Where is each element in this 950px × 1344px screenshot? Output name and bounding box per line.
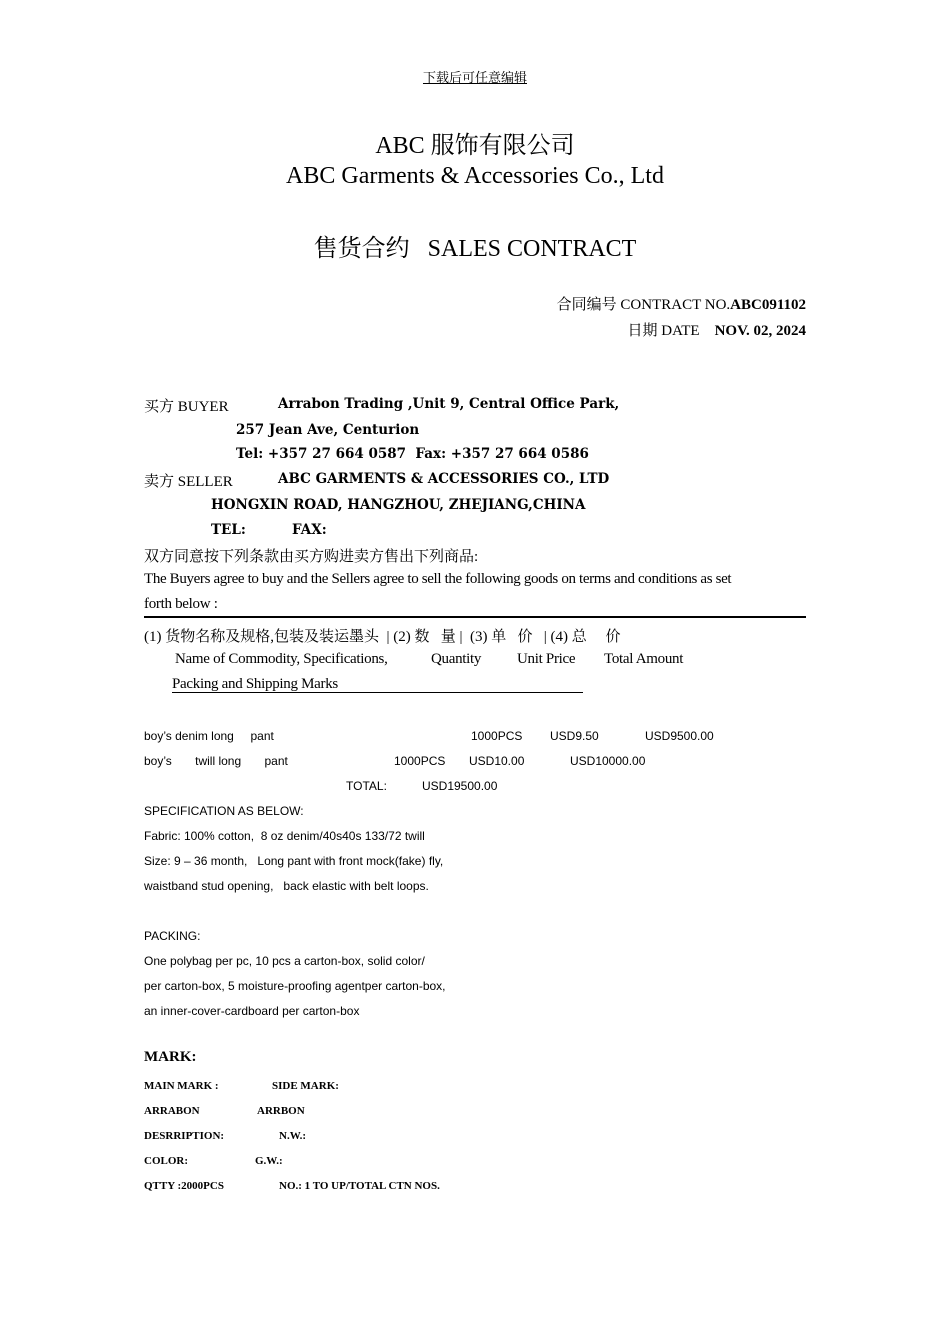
company-name-en: ABC Garments & Accessories Co., Ltd [286, 163, 664, 189]
specification-line: waistband stud opening, back elastic with belt loops. [144, 879, 429, 893]
specification-line: Size: 9 – 36 month, Long pant with front mock(fake) fly, [144, 854, 444, 868]
header-rule [144, 616, 806, 618]
contract-date-label: 日期 DATE [627, 323, 700, 339]
seller-label: 卖方 SELLER [144, 474, 233, 490]
table-header-cn: (1) 货物名称及规格,包装及装运墨头 | (2) 数 量 | (3) 单 价 | (4) 总 价 [144, 629, 621, 645]
packing-line: per carton-box, 5 moisture-proofing agentper carton-box, [144, 979, 446, 993]
seller-fax-label: FAX: [292, 522, 327, 538]
column-total-amount: Total Amount [604, 651, 684, 667]
packing-underline [172, 692, 583, 693]
mark-net-weight-label: N.W.: [279, 1130, 307, 1142]
mark-main-value: ARRABON [144, 1105, 200, 1117]
mark-side-label: SIDE MARK: [272, 1080, 339, 1092]
item-quantity: 1000PCS [471, 729, 523, 743]
agreement-text-en-line2: forth below : [144, 596, 218, 612]
mark-gross-weight-label: G.W.: [255, 1155, 283, 1167]
agreement-text-cn: 双方同意按下列条款由买方购进卖方售出下列商品: [144, 549, 479, 565]
column-commodity: Name of Commodity, Specifications, [175, 651, 388, 667]
company-name-cn: ABC 服饰有限公司 [375, 133, 575, 159]
item-amount: USD10000.00 [570, 754, 646, 768]
buyer-address-line2: 257 Jean Ave, Centurion [236, 422, 420, 438]
item-name: boy’s denim long pant [144, 729, 274, 743]
contract-number-label: 合同编号 CONTRACT NO. [556, 297, 731, 313]
mark-carton-numbers: NO.: 1 TO UP/TOTAL CTN NOS. [279, 1180, 440, 1192]
mark-quantity: QTTY :2000PCS [144, 1180, 224, 1192]
column-unit-price: Unit Price [517, 651, 576, 667]
packing-line: One polybag per pc, 10 pcs a carton-box, solid color/ [144, 954, 425, 968]
total-value: USD19500.00 [422, 779, 498, 793]
item-name: boy’s twill long pant [144, 754, 288, 768]
column-quantity: Quantity [431, 651, 482, 667]
specification-line: Fabric: 100% cotton, 8 oz denim/40s40s 133/72 twill [144, 829, 425, 843]
mark-heading: MARK: [144, 1049, 197, 1065]
item-unit-price: USD10.00 [469, 754, 525, 768]
mark-description-label: DESRRIPTION: [144, 1130, 225, 1142]
mark-side-value: ARRBON [257, 1105, 305, 1117]
contract-date-value: NOV. 02, 2024 [714, 323, 806, 339]
seller-address-line: HONGXIN ROAD, HANGZHOU, ZHEJIANG,CHINA [211, 497, 586, 513]
specification-heading: SPECIFICATION AS BELOW: [144, 804, 304, 818]
packing-heading: PACKING: [144, 929, 201, 943]
seller-name-line: ABC GARMENTS & ACCESSORIES CO., LTD [278, 471, 610, 487]
download-banner: 下载后可任意编辑 [422, 70, 527, 85]
mark-color-label: COLOR: [144, 1155, 188, 1167]
buyer-label: 买方 BUYER [144, 399, 229, 415]
seller-tel-label: TEL: [211, 522, 246, 538]
column-packing-marks: Packing and Shipping Marks [172, 676, 338, 692]
buyer-address-line1: Arrabon Trading ,Unit 9, Central Office Park, [278, 396, 620, 412]
contract-date-row [628, 319, 806, 340]
item-quantity: 1000PCS [394, 754, 446, 768]
document-title: 售货合约 SALES CONTRACT [313, 236, 637, 262]
item-unit-price: USD9.50 [550, 729, 599, 743]
contract-number-value: ABC091102 [730, 297, 806, 313]
total-label: TOTAL: [346, 779, 387, 793]
contract-number-row [557, 293, 806, 314]
item-amount: USD9500.00 [645, 729, 714, 743]
packing-line: an inner-cover-cardboard per carton-box [144, 1004, 360, 1018]
buyer-contact-line: Tel: +357 27 664 0587 Fax: +357 27 664 0586 [236, 446, 589, 462]
agreement-text-en-line1: The Buyers agree to buy and the Sellers agree to sell the following goods on terms and conditions as set [144, 571, 732, 587]
mark-main-label: MAIN MARK : [144, 1080, 219, 1092]
